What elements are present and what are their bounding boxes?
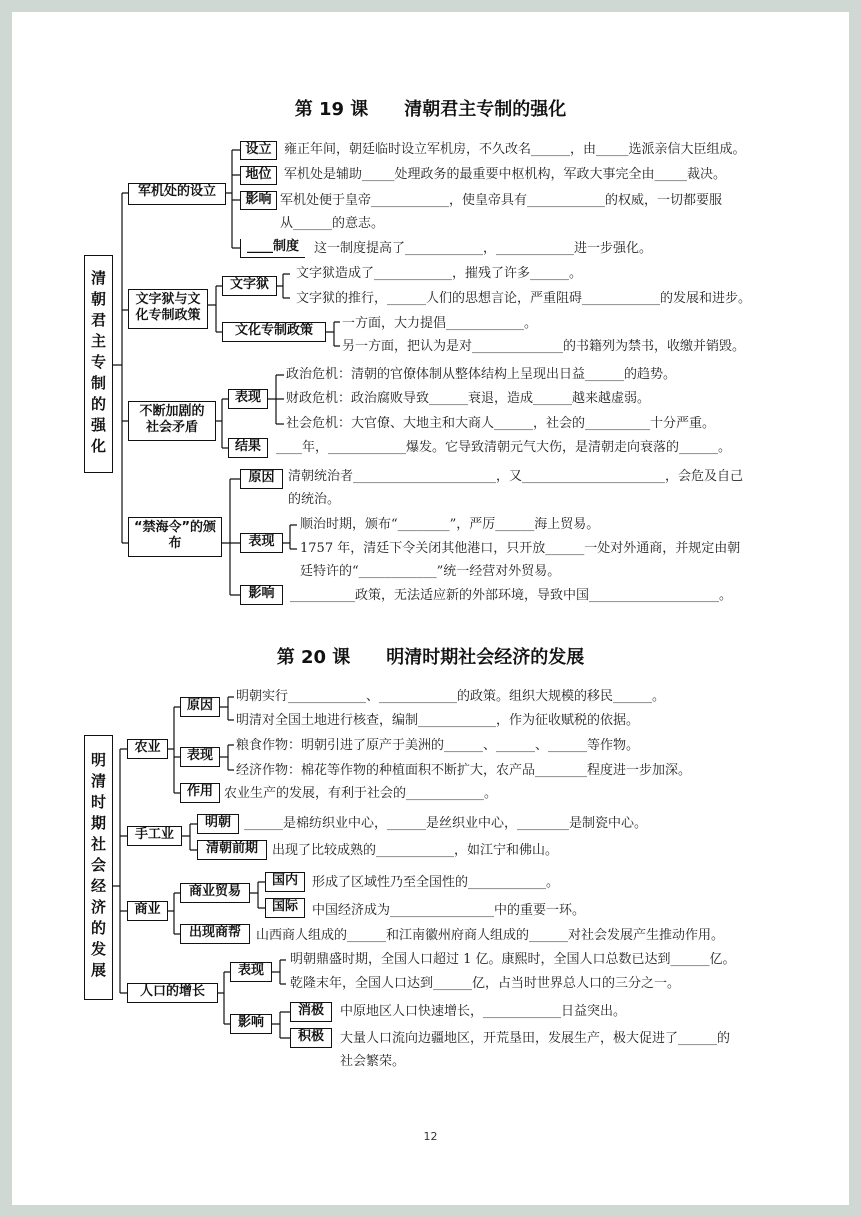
lesson19-branch-sea-ban: “禁海令”的颁布: [128, 517, 222, 557]
text-cultural-2: 另一方面，把认为是对______________的书籍列为禁书，收缴并销毁。: [342, 339, 746, 354]
text-status: 军机处是辅助_____处理政务的最重要中枢机构，军政大事完全由_____裁决。: [284, 167, 727, 182]
text-literary-2: 文字狱的推行，______人们的思想言论，严重阻碍____________的发展和进步。: [296, 291, 752, 306]
text-agri-reason-1: 明朝实行____________、____________的政策。组织大规模的移民______。: [236, 689, 666, 704]
text-reason-1: 清朝统治者______________________，又______________________，会危及自己: [288, 469, 744, 484]
key-sea-impact: 影响: [240, 585, 283, 605]
lesson19-branch-social-conflict: 不断加剧的社会矛盾: [128, 401, 216, 441]
text-agri-effect: 农业生产的发展，有利于社会的____________。: [224, 786, 498, 801]
text-pop-2: 乾隆末年，全国人口达到______亿，占当时世界总人口的三分之一。: [290, 976, 681, 991]
key-trade: 商业贸易: [180, 883, 250, 903]
key-agri-effect: 作用: [180, 783, 220, 803]
text-negative: 中原地区人口快速增长，____________日益突出。: [340, 1004, 627, 1019]
lesson19-branch-military-office: 军机处的设立: [128, 183, 226, 205]
text-pop-1: 明朝鼎盛时期，全国人口超过 1 亿。康熙时，全国人口总数已达到______亿。: [290, 952, 736, 967]
key-result: 结果: [228, 438, 268, 458]
lesson19-branch-literary-inquisition: 文字狱与文化专制政策: [128, 289, 208, 329]
text-political-crisis: 政治危机：清朝的官僚体制从整体结构上呈现出日益______的趋势。: [286, 367, 677, 382]
text-agri-grain: 粮食作物：明朝引进了原产于美洲的______、______、______等作物。: [236, 738, 640, 753]
text-cultural-1: 一方面，大力提倡____________。: [342, 316, 538, 331]
text-ming: ______是棉纺织业中心，______是丝织业中心，________是制瓷中心。: [244, 816, 648, 831]
key-agri-manifestation: 表现: [180, 747, 220, 767]
lesson20-branch-agriculture: 农业: [127, 739, 168, 759]
key-status: 地位: [240, 166, 277, 185]
key-pop-manifestation: 表现: [230, 962, 272, 982]
text-result: ____年，____________爆发。它导致清朝元气大伤，是清朝走向衰落的______。: [276, 440, 732, 455]
key-international: 国际: [265, 898, 305, 918]
text-sea-2: 1757 年，清廷下令关闭其他港口，只开放______一处对外通商，并规定由朝: [300, 541, 741, 556]
key-literary-inquisition: 文字狱: [222, 276, 277, 296]
key-reason: 原因: [240, 469, 283, 489]
lesson19-title: 第 19 课 清朝君主专制的强化: [294, 99, 567, 120]
lesson20-title: 第 20 课 明清时期社会经济的发展: [276, 647, 585, 668]
key-manifestation: 表现: [228, 389, 268, 409]
text-international: 中国经济成为________________中的重要一环。: [312, 903, 586, 918]
lesson20-root: 明清时期社会经济的发展: [84, 735, 113, 1000]
lesson19-root: 清朝君主专制的强化: [84, 255, 113, 473]
key-cultural-policy: 文化专制政策: [222, 322, 326, 342]
text-merchant-guilds: 山西商人组成的______和江南徽州府商人组成的______对社会发展产生推动作用。: [256, 928, 725, 943]
key-impact: 影响: [240, 191, 277, 210]
text-positive-1: 大量人口流向边疆地区，开荒垦田，发展生产，极大促进了______的: [340, 1031, 731, 1046]
text-social-crisis: 社会危机：大官僚、大地主和大商人______，社会的__________十分严重。: [286, 416, 716, 431]
text-sea-1: 顺治时期，颁布“________”，严厉______海上贸易。: [300, 517, 600, 532]
key-positive: 积极: [290, 1028, 332, 1048]
text-early-qing: 出现了比较成熟的____________，如江宁和佛山。: [272, 843, 559, 858]
key-early-qing: 清朝前期: [197, 840, 267, 860]
text-literary-1: 文字狱造成了____________，摧残了许多______。: [296, 266, 583, 281]
text-sea-3: 廷特许的“____________”统一经营对外贸易。: [300, 564, 561, 579]
text-establish: 雍正年间，朝廷临时设立军机房，不久改名______，由_____选派亲信大臣组成。: [284, 142, 746, 157]
text-impact-1: 军机处便于皇帝____________，使皇帝具有____________的权威，一切都要服: [280, 193, 723, 208]
text-sea-impact: __________政策，无法适应新的外部环境，导致中国____________________。: [290, 588, 733, 603]
key-establish: 设立: [240, 141, 277, 160]
key-negative: 消极: [290, 1002, 332, 1022]
text-impact-2: 从______的意志。: [280, 216, 385, 231]
lesson20-branch-population: 人口的增长: [127, 983, 218, 1003]
text-system: 这一制度提高了____________，____________进一步强化。: [314, 241, 653, 256]
text-agri-reason-2: 明清对全国土地进行核查，编制____________，作为征收赋税的依据。: [236, 713, 640, 728]
page-number: 12: [423, 1130, 438, 1143]
text-domestic: 形成了区域性乃至全国性的____________。: [312, 875, 560, 890]
key-sea-manifestation: 表现: [240, 533, 283, 553]
text-fiscal-crisis: 财政危机：政治腐败导致______衰退，造成______越来越虚弱。: [286, 391, 651, 406]
text-agri-cash: 经济作物：棉花等作物的种植面积不断扩大，农产品________程度进一步加深。: [236, 763, 692, 778]
key-pop-impact: 影响: [230, 1014, 272, 1034]
lesson20-branch-handicraft: 手工业: [127, 826, 182, 846]
key-system: ____制度: [240, 239, 305, 258]
lesson20-branch-commerce: 商业: [127, 901, 168, 921]
key-domestic: 国内: [265, 872, 305, 892]
key-merchant-guilds: 出现商帮: [180, 924, 250, 944]
key-ming: 明朝: [197, 814, 239, 834]
key-agri-reason: 原因: [180, 697, 220, 717]
text-positive-2: 社会繁荣。: [340, 1054, 406, 1069]
text-reason-2: 的统治。: [288, 492, 341, 507]
